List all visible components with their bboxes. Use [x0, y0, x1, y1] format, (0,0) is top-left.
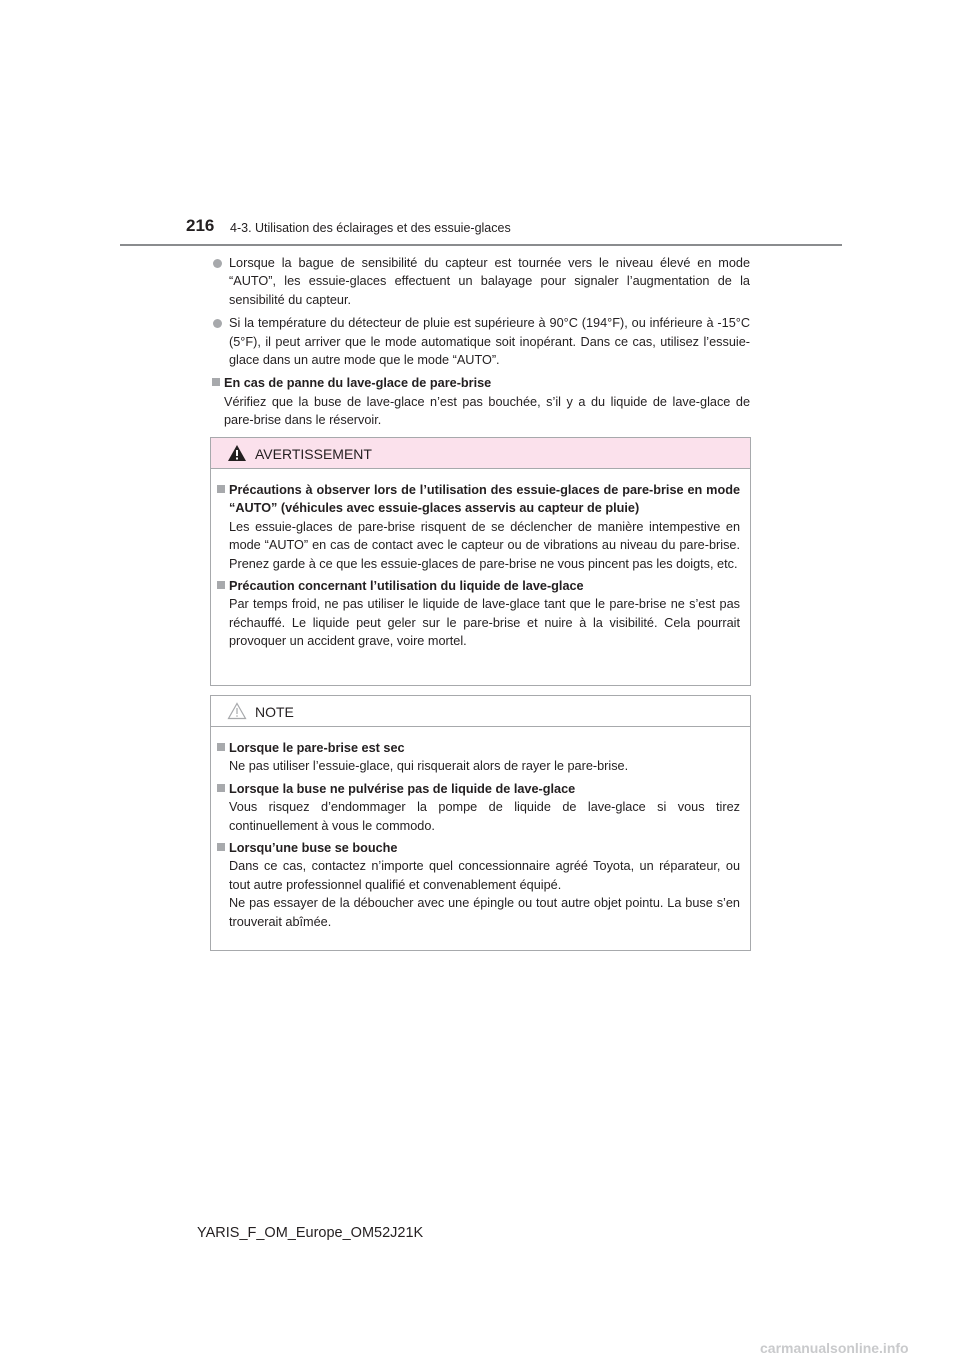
subsection-body: Vérifiez que la buse de lave-glace n’est pas bouchée, s’il y a du liquide de lave-glace de pare-brise dans le réservoir.	[224, 394, 750, 428]
bullet-dot-icon	[213, 259, 222, 268]
note-title: NOTE	[255, 704, 294, 720]
warning-item-heading: Précaution concernant l’utilisation du liquide de lave-glace	[215, 577, 740, 595]
warning-title: AVERTISSEMENT	[255, 446, 372, 462]
note-item-heading: Lorsque la buse ne pulvérise pas de liquide de lave-glace	[215, 780, 740, 798]
note-box	[210, 695, 751, 951]
square-bullet-icon	[217, 843, 225, 851]
warning-header	[211, 438, 750, 469]
square-bullet-icon	[217, 784, 225, 792]
note-item-body: Ne pas utiliser l’essuie-glace, qui risquerait alors de rayer le pare-brise.	[229, 759, 629, 774]
page-number: 216	[186, 216, 215, 235]
warning-item-body: Par temps froid, ne pas utiliser le liquide de lave-glace tant que le pare-brise ne s’est pas réchauffé. Le liquide peut geler sur le pare-brise et nuire à la visibilité. Cela pourrait provoquer un accident grave, voire mortel.	[229, 597, 740, 649]
note-item-heading: Lorsque le pare-brise est sec	[215, 739, 740, 757]
bullet-text: Lorsque la bague de sensibilité du capteur est tournée vers le niveau élevé en mode “AUTO”, les essuie-glaces effectuent un balayage pour signaler l’augmentation de la sensibilité du capteur.	[229, 256, 750, 307]
section-title: 4-3. Utilisation des éclairages et des essuie-glaces	[230, 221, 511, 235]
warning-item-body: Les essuie-glaces de pare-brise risquent de se déclencher de manière intempestive en mode “AUTO” en cas de contact avec le capteur ou de vibrations au niveau du pare-brise. Prenez garde à ce que les essuie-glaces de pare-brise ne vous pincent pas les doigts, etc.	[229, 519, 740, 571]
main-content	[210, 254, 750, 430]
warning-body	[211, 469, 750, 665]
note-item-body: Vous risquez d’endommager la pompe de liquide de lave-glace si vous tirez continuellement à vous le commodo.	[229, 800, 740, 833]
square-bullet-icon	[217, 581, 225, 589]
bullet-item	[210, 254, 750, 309]
watermark: carmanualsonline.info	[760, 1340, 909, 1356]
subsection-heading: En cas de panne du lave-glace de pare-brise	[210, 374, 750, 392]
warning-triangle-icon	[227, 444, 247, 462]
bullet-item	[210, 314, 750, 369]
document-code: YARIS_F_OM_Europe_OM52J21K	[197, 1225, 424, 1241]
warning-box	[210, 437, 751, 686]
square-bullet-icon	[217, 743, 225, 751]
note-header	[211, 696, 750, 727]
header-divider	[120, 244, 842, 246]
bullet-dot-icon	[213, 319, 222, 328]
bullet-text: Si la température du détecteur de pluie est supérieure à 90°C (194°F), ou inférieure à -15°C (5°F), il peut arriver que le mode automatique soit inopérant. Dans ce cas, utilisez l’essuie-glace dans un autre mode que le mode “AUTO”.	[229, 316, 750, 368]
note-body	[211, 727, 750, 941]
warning-item-heading: Précautions à observer lors de l’utilisation des essuie-glaces de pare-brise en mode “AUTO” (véhicules avec essuie-glaces asservis au capteur de pluie)	[215, 481, 740, 518]
note-item-body: Dans ce cas, contactez n’importe quel concessionnaire agréé Toyota, un réparateur, ou tout autre professionnel qualifié et convenablement équipé. Ne pas essayer de la déboucher avec une épingle ou tout autre objet pointu. La buse s’en trouverait abîmée.	[229, 859, 740, 929]
caution-triangle-icon	[227, 702, 247, 720]
square-bullet-icon	[212, 378, 220, 386]
page-header	[186, 214, 846, 240]
note-item-heading: Lorsqu’une buse se bouche	[215, 839, 740, 857]
square-bullet-icon	[217, 485, 225, 493]
